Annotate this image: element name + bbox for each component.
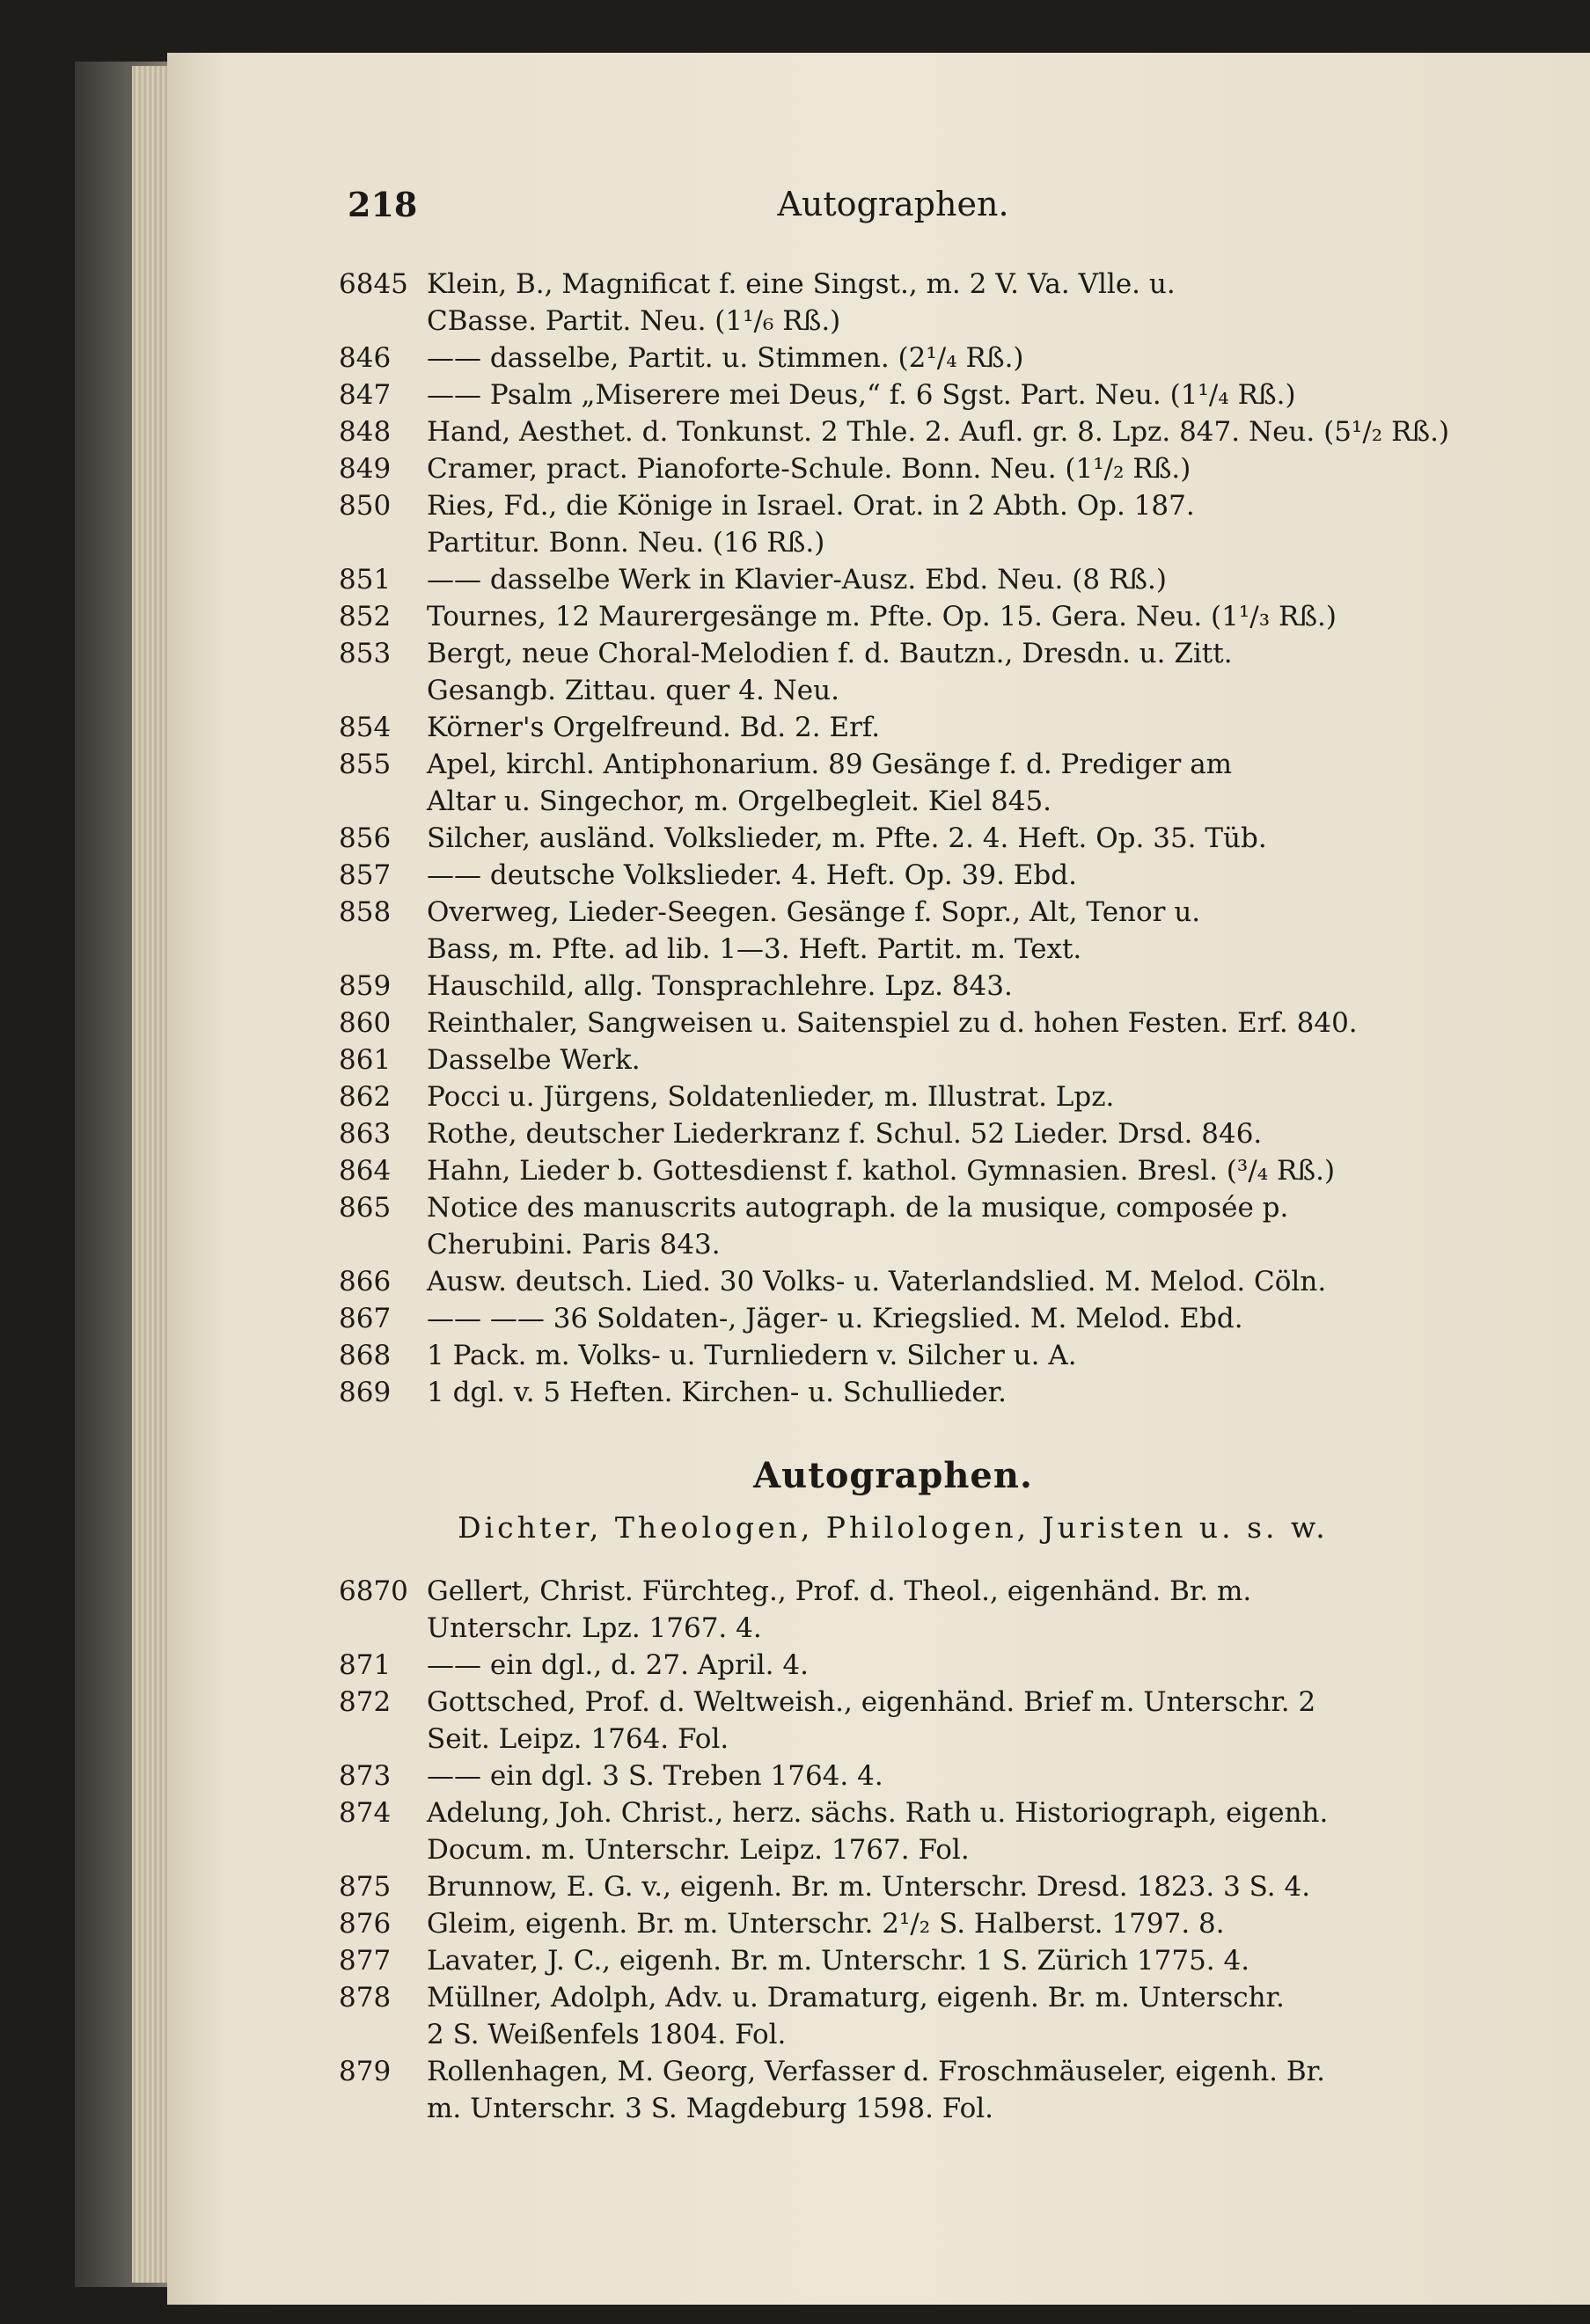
catalog-entry — [339, 487, 1447, 561]
entry-number: 848 — [339, 416, 392, 448]
section-subtitle: Dichter, Theologen, Philologen, Juristen u. s. w. — [458, 1510, 1329, 1545]
catalog-entry — [339, 635, 1447, 709]
entry-number: 862 — [339, 1081, 392, 1113]
running-title: Autographen. — [777, 185, 1009, 223]
entry-text-line: Gleim, eigenh. Br. m. Unterschr. 2¹/₂ S. Halberst. 1797. 8. — [427, 1908, 1225, 1940]
entry-number: 851 — [339, 564, 392, 596]
entry-text-line: Pocci u. Jürgens, Soldatenlieder, m. Illustrat. Lpz. — [427, 1081, 1115, 1113]
entry-text-line: Cramer, pract. Pianoforte-Schule. Bonn. Neu. (1¹/₂ Rß.) — [427, 453, 1191, 485]
entry-text-line: Bass, m. Pfte. ad lib. 1—3. Heft. Partit. m. Text. — [427, 933, 1082, 965]
entry-text-line: —— Psalm „Miserere mei Deus,“ f. 6 Sgst. Part. Neu. (1¹/₄ Rß.) — [427, 379, 1296, 411]
catalog-entry — [339, 820, 1447, 857]
entry-text-line: Altar u. Singechor, m. Orgelbegleit. Kiel 845. — [427, 786, 1052, 817]
entry-text-line: Brunnow, E. G. v., eigenh. Br. m. Unterschr. Dresd. 1823. 3 S. 4. — [427, 1871, 1311, 1903]
catalog-entry — [339, 1979, 1447, 2053]
entry-number: 872 — [339, 1686, 392, 1718]
entry-text-line: Rothe, deutscher Liederkranz f. Schul. 52 Lieder. Drsd. 846. — [427, 1118, 1263, 1150]
entry-text-line: Lavater, J. C., eigenh. Br. m. Unterschr. 1 S. Zürich 1775. 4. — [427, 1945, 1250, 1977]
entry-number: 878 — [339, 1982, 392, 2013]
entry-number: 849 — [339, 453, 392, 485]
entry-number: 857 — [339, 859, 392, 891]
entry-text-line: Unterschr. Lpz. 1767. 4. — [427, 1612, 762, 1644]
entry-text-line: Partitur. Bonn. Neu. (16 Rß.) — [427, 527, 825, 559]
entry-text-line: —— deutsche Volkslieder. 4. Heft. Op. 39. Ebd. — [427, 859, 1077, 891]
entry-number: 863 — [339, 1118, 392, 1150]
entry-text-line: Gesangb. Zittau. quer 4. Neu. — [427, 675, 839, 706]
catalog-entry — [339, 2053, 1447, 2127]
entry-number: 875 — [339, 1871, 392, 1903]
entry-text-line: Müllner, Adolph, Adv. u. Dramaturg, eigenh. Br. m. Unterschr. — [427, 1982, 1285, 2013]
catalog-entry — [339, 413, 1450, 450]
entry-text-line: m. Unterschr. 3 S. Magdeburg 1598. Fol. — [427, 2093, 994, 2124]
entry-number: 864 — [339, 1155, 392, 1187]
entry-text-line: Ries, Fd., die Könige in Israel. Orat. in 2 Abth. Op. 187. — [427, 490, 1195, 522]
autograph-entries — [339, 1573, 1447, 2127]
catalog-entry — [339, 1189, 1447, 1263]
entry-number: 6870 — [339, 1575, 408, 1607]
catalog-entry — [339, 561, 1447, 598]
catalog-entry — [339, 1337, 1447, 1374]
entry-text-line: —— —— 36 Soldaten-, Jäger- u. Kriegslied. M. Melod. Ebd. — [427, 1303, 1243, 1334]
entry-text-line: Docum. m. Unterschr. Leipz. 1767. Fol. — [427, 1834, 970, 1866]
entry-number: 867 — [339, 1303, 392, 1334]
entry-text-line: —— ein dgl. 3 S. Treben 1764. 4. — [427, 1760, 883, 1792]
entry-text-line: Ausw. deutsch. Lied. 30 Volks- u. Vaterlandslied. M. Melod. Cöln. — [427, 1266, 1327, 1297]
catalog-entry — [339, 709, 1447, 746]
catalog-entry — [339, 746, 1447, 820]
entry-text-line: Silcher, ausländ. Volkslieder, m. Pfte. 2. 4. Heft. Op. 35. Tüb. — [427, 822, 1267, 854]
catalog-entry — [339, 1758, 1447, 1794]
entry-text-line: Klein, B., Magnificat f. eine Singst., m. 2 V. Va. Vlle. u. — [427, 268, 1176, 300]
catalog-entry — [339, 1573, 1447, 1647]
entry-text-line: Körner's Orgelfreund. Bd. 2. Erf. — [427, 712, 881, 743]
catalog-entry — [339, 1647, 1447, 1684]
entry-text-line: 2 S. Weißenfels 1804. Fol. — [427, 2019, 787, 2050]
catalog-entry — [339, 1005, 1447, 1041]
catalog-entry — [339, 340, 1447, 376]
entry-text-line: Rollenhagen, M. Georg, Verfasser d. Froschmäuseler, eigenh. Br. — [427, 2056, 1325, 2087]
entry-text-line: —— dasselbe, Partit. u. Stimmen. (2¹/₄ Rß.) — [427, 342, 1024, 374]
entry-text-line: —— ein dgl., d. 27. April. 4. — [427, 1649, 809, 1681]
entry-text-line: Apel, kirchl. Antiphonarium. 89 Gesänge f. d. Prediger am — [427, 749, 1233, 780]
catalog-entry — [339, 376, 1447, 413]
entry-number: 873 — [339, 1760, 392, 1792]
catalog-entry — [339, 894, 1447, 968]
catalog-entry — [339, 450, 1447, 487]
entry-number: 865 — [339, 1192, 392, 1224]
entry-text-line: CBasse. Partit. Neu. (1¹/₆ Rß.) — [427, 305, 841, 337]
entry-number: 877 — [339, 1945, 392, 1977]
catalog-entry — [339, 598, 1447, 635]
entry-text-line: 1 Pack. m. Volks- u. Turnliedern v. Silcher u. A. — [427, 1340, 1077, 1371]
entry-text-line: —— dasselbe Werk in Klavier-Ausz. Ebd. Neu. (8 Rß.) — [427, 564, 1167, 596]
section-title: Autographen. — [753, 1455, 1033, 1496]
entry-text-line: Hand, Aesthet. d. Tonkunst. 2 Thle. 2. Aufl. gr. 8. Lpz. 847. Neu. (5¹/₂ Rß.) — [427, 416, 1450, 448]
catalog-entry — [339, 1684, 1447, 1758]
entry-number: 850 — [339, 490, 392, 522]
entry-text-line: Tournes, 12 Maurergesänge m. Pfte. Op. 15. Gera. Neu. (1¹/₃ Rß.) — [427, 601, 1337, 632]
entry-text-line: Seit. Leipz. 1764. Fol. — [427, 1723, 729, 1755]
entry-number: 861 — [339, 1044, 392, 1076]
entry-number: 879 — [339, 2056, 392, 2087]
entry-number: 6845 — [339, 268, 408, 300]
entry-text-line: Cherubini. Paris 843. — [427, 1229, 721, 1261]
catalog-entry — [339, 1263, 1447, 1300]
entry-number: 856 — [339, 822, 392, 854]
entry-text-line: Gottsched, Prof. d. Weltweish., eigenhänd. Brief m. Unterschr. 2 — [427, 1686, 1316, 1718]
catalog-entry — [339, 968, 1447, 1005]
catalog-entry — [339, 1078, 1447, 1115]
catalog-entries — [339, 266, 1450, 1411]
entry-number: 860 — [339, 1007, 392, 1039]
entry-number: 869 — [339, 1377, 392, 1408]
page-number: 218 — [348, 185, 418, 224]
catalog-entry — [339, 1794, 1447, 1868]
entry-text-line: Reinthaler, Sangweisen u. Saitenspiel zu d. hohen Festen. Erf. 840. — [427, 1007, 1358, 1039]
catalog-entry — [339, 1868, 1447, 1905]
entry-number: 854 — [339, 712, 392, 743]
entry-number: 866 — [339, 1266, 392, 1297]
entry-number: 846 — [339, 342, 392, 374]
catalog-entry — [339, 1942, 1447, 1979]
entry-text-line: 1 dgl. v. 5 Heften. Kirchen- u. Schullieder. — [427, 1377, 1007, 1408]
catalog-entry — [339, 1152, 1447, 1189]
entry-text-line: Hahn, Lieder b. Gottesdienst f. kathol. Gymnasien. Bresl. (³/₄ Rß.) — [427, 1155, 1336, 1187]
entry-number: 852 — [339, 601, 392, 632]
page-header — [339, 176, 1447, 246]
catalog-entry — [339, 1374, 1447, 1411]
entry-number: 876 — [339, 1908, 392, 1940]
entry-number: 855 — [339, 749, 392, 780]
entry-text-line: Bergt, neue Choral-Melodien f. d. Bautzn., Dresdn. u. Zitt. — [427, 638, 1233, 669]
entry-text-line: Gellert, Christ. Fürchteg., Prof. d. Theol., eigenhänd. Br. m. — [427, 1575, 1252, 1607]
catalog-entry — [339, 266, 1447, 340]
catalog-entry — [339, 1905, 1447, 1942]
entry-number: 874 — [339, 1797, 392, 1829]
catalog-entry — [339, 1041, 1447, 1078]
catalog-entry — [339, 857, 1447, 894]
entry-text-line: Hauschild, allg. Tonsprachlehre. Lpz. 843. — [427, 970, 1013, 1002]
entry-number: 853 — [339, 638, 392, 669]
entry-number: 858 — [339, 896, 392, 928]
entry-text-line: Overweg, Lieder-Seegen. Gesänge f. Sopr., Alt, Tenor u. — [427, 896, 1201, 928]
entry-number: 868 — [339, 1340, 392, 1371]
entry-text-line: Notice des manuscrits autograph. de la musique, composée p. — [427, 1192, 1289, 1224]
page-content — [339, 176, 1450, 2127]
entry-text-line: Adelung, Joh. Christ., herz. sächs. Rath u. Historiograph, eigenh. — [427, 1797, 1329, 1829]
entry-number: 847 — [339, 379, 392, 411]
catalog-entry — [339, 1115, 1447, 1152]
catalog-entry — [339, 1300, 1447, 1337]
entry-text-line: Dasselbe Werk. — [427, 1044, 641, 1076]
entry-number: 871 — [339, 1649, 392, 1681]
entry-number: 859 — [339, 970, 392, 1002]
